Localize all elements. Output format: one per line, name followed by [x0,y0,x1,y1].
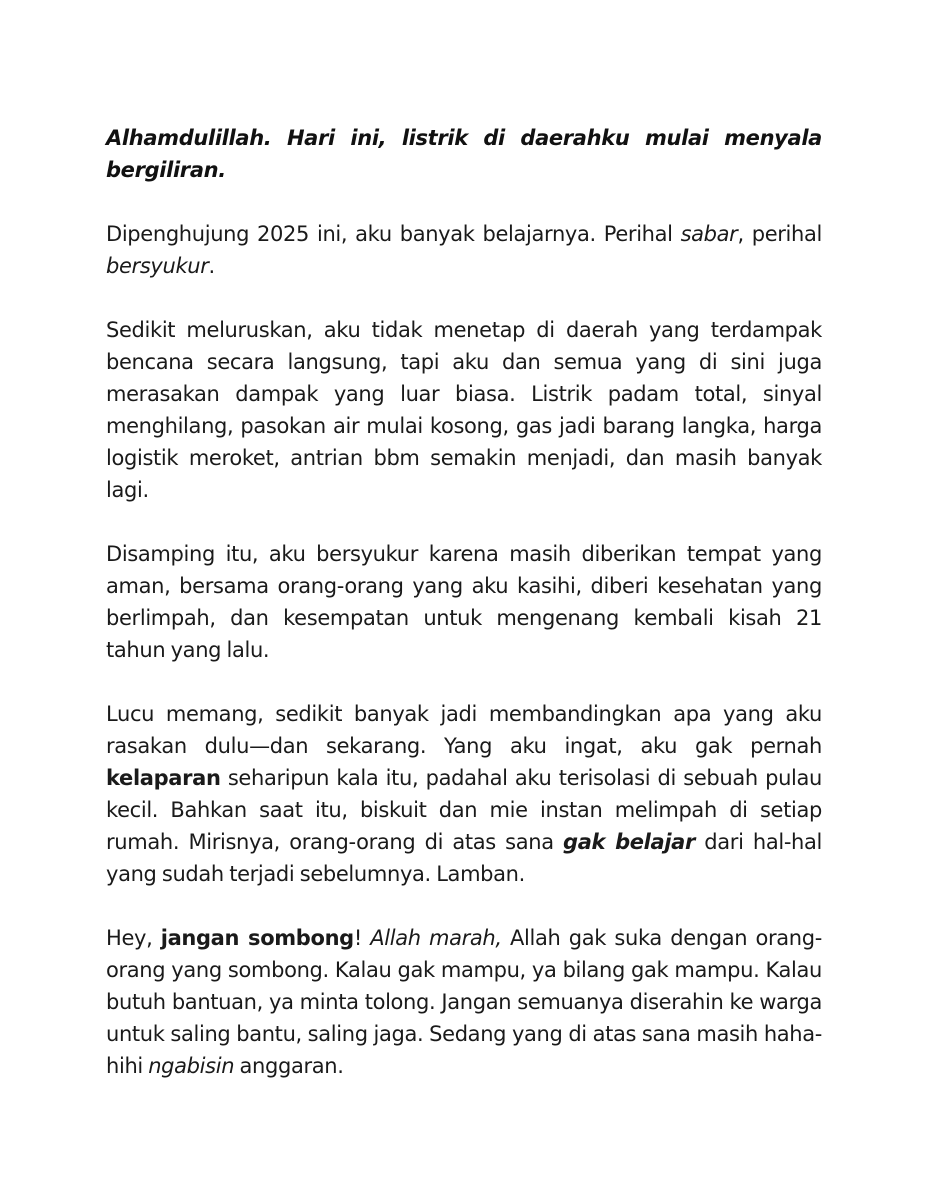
italic-allah-marah: Allah marah, [370,926,502,950]
paragraph-gratitude [106,538,822,666]
emphasis-bersyukur: bersyukur [106,254,209,278]
document-page [106,122,822,1114]
intro-paragraph [106,122,822,186]
text-run: , perihal [737,222,822,246]
text-run: Dipenghujung 2025 ini, aku banyak belajarnya. Perihal [106,222,681,246]
bold-italic-gak-belajar: gak belajar [563,830,696,854]
bold-jangan-sombong: jangan sombong [160,926,354,950]
paragraph-warning [106,922,822,1082]
emphasis-sabar: sabar [680,222,738,246]
text-run: Sedikit meluruskan, aku tidak menetap di daerah yang terdampak bencana secara langsung, tapi aku dan semua yang di sini juga merasakan dampak yang luar biasa. Listrik padam total, sinyal menghilang, pasokan air mulai kosong, gas jadi barang langka, harga logistik meroket, antrian bbm semakin menjadi, dan masih banyak lagi. [106,318,822,502]
text-run: anggaran. [234,1054,344,1078]
paragraph-comparison [106,698,822,890]
paragraph-year-end [106,218,822,282]
bold-kelaparan: kelaparan [106,766,221,790]
intro-text: Alhamdulillah. Hari ini, listrik di daerahku mulai menyala bergiliran. [106,126,822,182]
text-run: Allah gak suka dengan orang-orang yang sombong. Kalau gak mampu, ya bilang gak mampu. Kalau butuh bantuan, ya minta tolong. Jangan semuanya diserahin ke warga untuk saling bantu, saling jaga. Sedang yang di atas sana masih haha-hihi [106,926,822,1078]
text-run: Hey, [106,926,161,950]
paragraph-impact [106,314,822,506]
text-run: dari hal-hal yang sudah terjadi sebelumnya. Lamban. [106,830,823,886]
text-run: . [208,254,215,278]
text-run: Lucu memang, sedikit banyak jadi membandingkan apa yang aku rasakan dulu—dan sekarang. Yang aku ingat, aku gak pernah [106,702,822,758]
italic-ngabisin: ngabisin [148,1054,235,1078]
text-run: seharipun kala itu, padahal aku terisolasi di sebuah pulau kecil. Bahkan saat itu, biskuit dan mie instan melimpah di setiap rumah. Mirisnya, orang-orang di atas sana [106,766,822,854]
text-run: Disamping itu, aku bersyukur karena masih diberikan tempat yang aman, bersama orang-orang yang aku kasihi, diberi kesehatan yang berlimpah, dan kesempatan untuk mengenang kembali kisah 21 tahun yang lalu. [106,542,822,662]
text-run: ! [353,926,371,950]
